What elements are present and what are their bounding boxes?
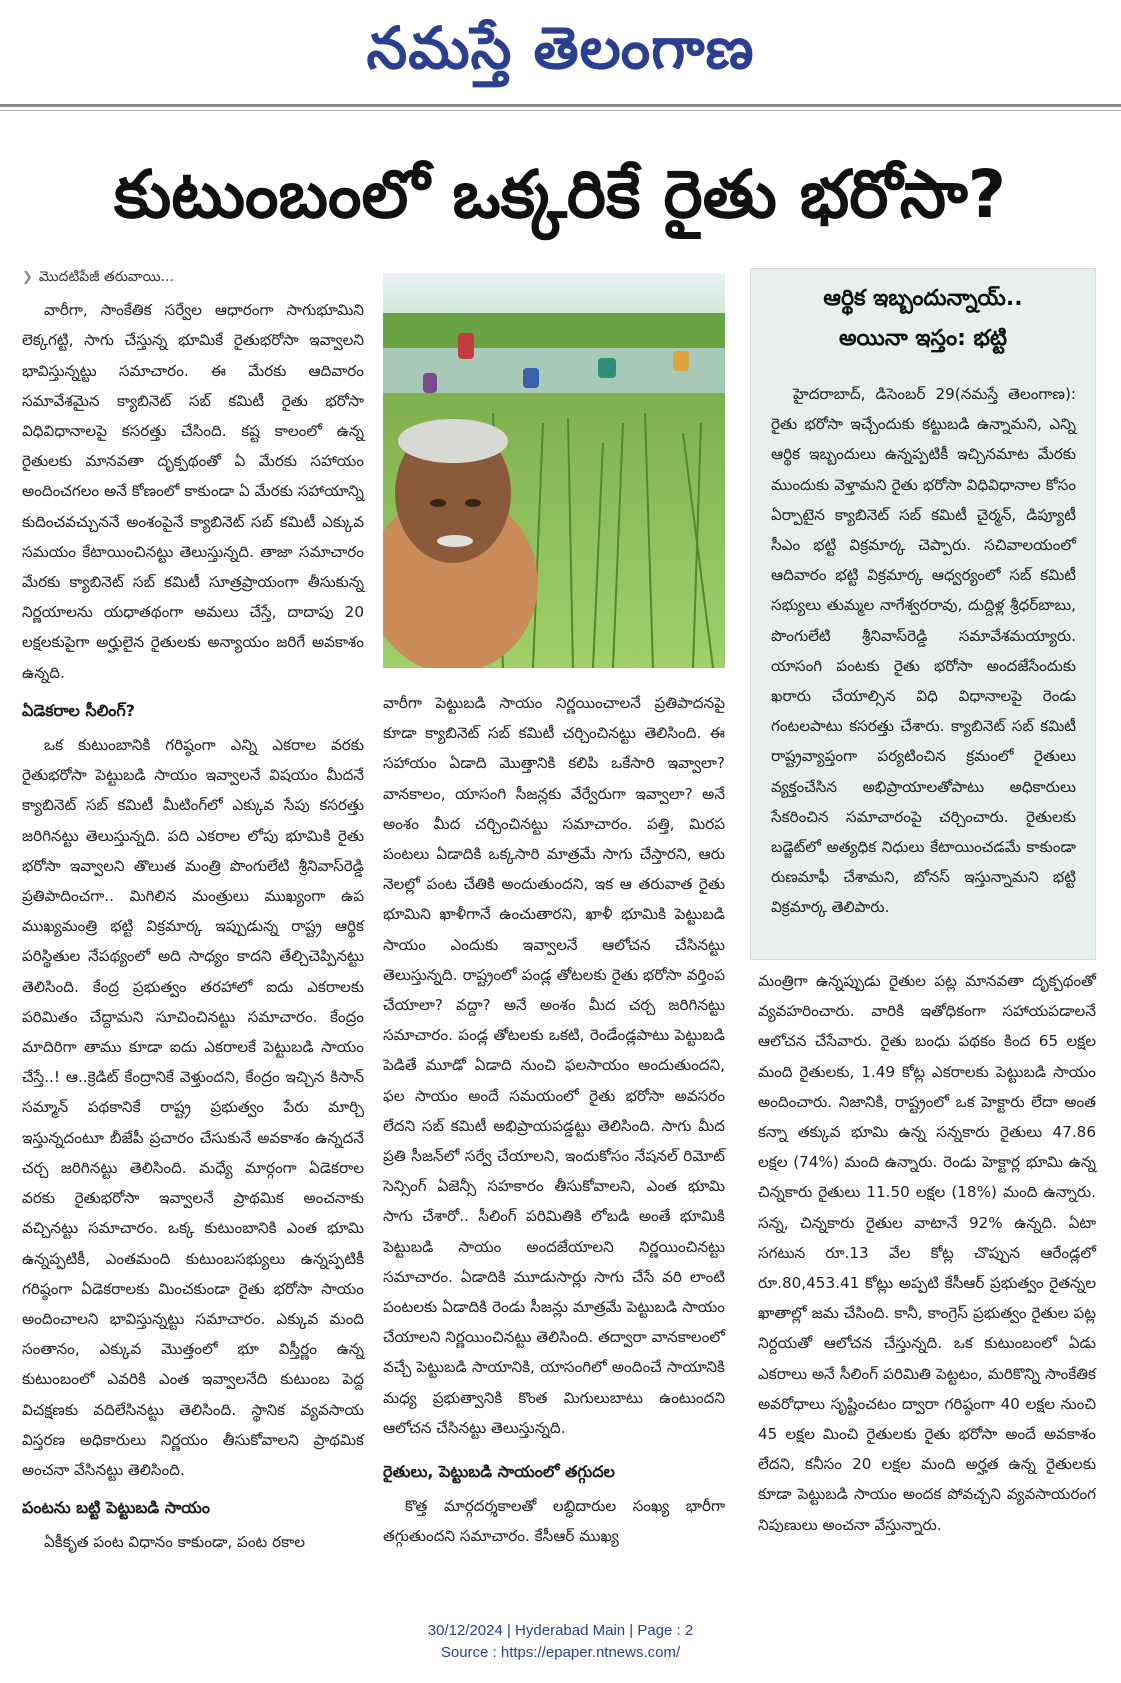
- masthead-rule: [0, 104, 1121, 107]
- article-photo: [383, 273, 725, 668]
- paragraph: వారీగా పెట్టుబడి సాయం నిర్ణయించాలనే ప్రతిపాదనపై కూడా క్యాబినెట్ సబ్ కమిటీ చర్చించినట్టు తెలిసింది. ఈ సహాయం ఏడాది మొత్తానికి కలిపి ఒకేసారి ఇవ్వాలా? వానకాలం, యాసంగి సీజన్లకు వేర్వేరుగా ఇవ్వాలా? అనే అంశం మీద చర్చించినట్టు సమాచారం. పత్తి, మిరప పంటలు ఏడాదికి ఒక్కసారి మాత్రమే సాగు చేస్తారని, ఆరు నెలల్లో పంట చేతికి అందుతుందని, ఇక ఆ తరువాత రైతు భూమిని ఖాళీగానే ఉంచుతారని, ఖాళీ భూమికి పెట్టుబడి సాయం ఎందుకు ఇవ్వాలనే ఆలోచన చేసినట్టు తెలుస్తున్నది. రాష్ట్రంలో పండ్ల తోటలకు రైతు భరోసా వర్తింప చేయాలా? వద్దా? అనే అంశం మీద చర్చ జరిగినట్టు సమాచారం. పండ్ల తోటలకు ఒకటి, రెండేండ్లపాటు పెట్టుబడి పెడితే మూడో ఏడాది నుంచి ఫలసాయం అందుతుందని, ఫల సాయం అందే సమయంలో రైతు భరోసా అవసరం లేదని సబ్ కమిటీ అభిప్రాయపడ్డట్టు తెలిసింది. సాగు మీద ప్రతి సీజన్‌లో సర్వే చేయాలని, ఇందుకోసం నేషనల్ రిమోట్ సెన్సింగ్ ఏజెన్సీ సహకారం తీసుకోవాలని, ఎంత భూమి సాగు చేశారో.. సీలింగ్ పరిమితికి లోబడి అంతే భూమికి పెట్టుబడి సాయం అందజేయాలని నిర్ణయించినట్టు సమాచారం. ఏడాదికి మూడుసార్లు సాగు చేసే వరి లాంటి పంటలకు ఏడాదికి రెండు సీజన్లు మాత్రమే పెట్టుబడి సాయం చేయాలని నిర్ణయించినట్టు తెలిసింది. తద్వారా వానకాలంలో వచ్చే పెట్టుబడి సాయానికి, యాసంగిలో అందించే సాయానికి మధ్య ప్రభుత్వానికి కొంత మిగులుబాటు ఉంటుందని ఆలోచన చేసినట్టు తెలుస్తున్నది.: [383, 694, 725, 1437]
- paragraph: కొత్త మార్గదర్శకాలతో లబ్ధిదారుల సంఖ్య భారీగా తగ్గుతుందని సమాచారం. కేసీఆర్ ముఖ్య: [383, 1497, 725, 1546]
- sidebar-body: [771, 379, 1076, 923]
- sidebar-title-line-2: అయినా ఇస్తం: భట్టి: [838, 326, 1008, 351]
- subheading: పంటను బట్టి పెట్టుబడి సాయం: [22, 1498, 210, 1518]
- article-column-2: [383, 688, 725, 1552]
- sidebar-title: [751, 279, 1095, 359]
- paragraph: హైదరాబాద్, డిసెంబర్ 29(నమస్తే తెలంగాణ): రైతు భరోసా ఇచ్చేందుకు కట్టుబడి ఉన్నామని, ఎన్ని ఆర్థిక ఇబ్బందులు ఉన్నప్పటికీ ఇచ్చినమాట మేరకు ముందుకు వెళ్తామని రైతు భరోసా విధివిధానాల కోసం ఏర్పాటైన క్యాబినెట్ సబ్ కమిటీ చైర్మన్, డిప్యూటీ సీఎం భట్టి విక్రమార్క చెప్పారు. సచివాలయంలో ఆదివారం భట్టి విక్రమార్క ఆధ్వర్యంలో సబ్ కమిటీ సభ్యులు తుమ్మల నాగేశ్వరరావు, దుద్దిళ్ల శ్రీధర్‌బాబు, పొంగులేటి శ్రీనివాస్‌రెడ్డి సమావేశమయ్యారు. యాసంగి పంటకు రైతు భరోసా అందజేసేందుకు ఖరారు చేయాల్సిన విధి విధానాలపై రెండు గంటలపాటు కసరత్తు చేశారు. క్యాబినెట్ సబ్ కమిటీ రాష్ట్రవ్యాప్తంగా పర్యటించిన క్రమంలో రైతులు వ్యక్తంచేసిన అభిప్రాయాలతోపాటు అధికారులు సేకరించిన సమాచారంపై చర్చించారు. రైతులకు బడ్జెట్‌లో అత్యధిక నిధులు కేటాయించడమే కాకుండా రుణమాఫీ చేశామని, బోనస్ ఇస్తున్నామని భట్టి విక్రమార్క తెలిపారు.: [771, 385, 1076, 917]
- footer-dateline: 30/12/2024 | Hyderabad Main | Page : 2: [427, 1622, 694, 1639]
- footer-source: Source : https://epaper.ntnews.com/: [440, 1644, 681, 1661]
- article-column-3: [758, 966, 1096, 1540]
- masthead-rule-thin: [0, 110, 1121, 111]
- farmer-paddy-field-image: [383, 273, 725, 668]
- headline: కుటుంబంలో ఒక్కరికే రైతు భరోసా?: [113, 156, 1007, 233]
- masthead-logo: నమస్తే తెలంగాణ: [366, 14, 755, 82]
- sidebar-box: [750, 268, 1096, 960]
- masthead: [0, 0, 1121, 108]
- chevron-right-icon: ❯: [22, 270, 33, 285]
- continued-label: మొదటిపేజీ తరువాయి...: [38, 269, 174, 285]
- subheading: రైతులు, పెట్టుబడి సాయంలో తగ్గుదల: [383, 1462, 615, 1482]
- page-footer: [0, 1620, 1121, 1664]
- paragraph: ఏకీకృత పంట విధానం కాకుండా, పంట రకాల: [44, 1533, 306, 1552]
- paragraph: ఒక కుటుంబానికి గరిష్ఠంగా ఎన్ని ఎకరాల వరకు రైతుభరోసా పెట్టుబడి సాయం ఇవ్వాలనే విషయం మీదనే క్యాబినెట్ సబ్ కమిటీ మీటింగ్‌లో ఎక్కువ సేపు కసరత్తు జరిగినట్టు తెలుస్తున్నది. పది ఎకరాల లోపు భూమికి రైతు భరోసా ఇవ్వాలని తొలుత మంత్రి పొంగులేటి శ్రీనివాస్‌రెడ్డి ప్రతిపాదించగా.. మిగిలిన మంత్రులు ముఖ్యంగా ఉప ముఖ్యమంత్రి భట్టి విక్రమార్క ఇప్పుడున్న రాష్ట్ర ఆర్థిక పరిస్థితుల నేపథ్యంలో అది సాధ్యం కాదని తేల్చిచెప్పినట్టు తెలిసింది. కేంద్ర ప్రభుత్వం తరహాలో ఐదు ఎకరాలకు పరిమితం చేద్దామని సూచించినట్టు సమాచారం. కేంద్రం మాదిరిగా తాము కూడా ఐదు ఎకరాలకే పెట్టుబడి సాయం చేస్తే..! ఆ..క్రెడిట్ కేంద్రానికే వెళ్తుందని, కేంద్రం ఇచ్చిన కిసాన్ సమ్మాన్ పథకానికే రాష్ట్ర ప్రభుత్వం పేరు మార్చి ఇస్తున్నదంటూ బీజేపీ ప్రచారం చేసుకునే అవకాశం ఉన్నదనే చర్చ జరిగినట్టు తెలిసింది. మధ్యే మార్గంగా ఏడెకరాల వరకు రైతుభరోసా ఇవ్వాలనే ప్రాథమిక అంచనాకు వచ్చినట్టు సమాచారం. ఒక్క కుటుంబానికి ఎంత భూమి ఉన్నప్పటికీ, ఎంతమంది కుటుంబసభ్యులు ఉన్నప్పటికీ గరిష్ఠంగా ఏడెకరాలకు మించకుండా రైతు భరోసా సాయం అందించాలని భావిస్తున్నట్టు సమాచారం. ఎక్కువ మంది సంతానం, ఎక్కువ మొత్తంలో భూ విస్తీర్ణం ఉన్న కుటుంబంలో ఎవరికి ఎంత ఇవ్వాలనేది కుటుంబ పెద్ద విచక్షణకు వదిలేసినట్టు తెలిసింది. స్థానిక వ్యవసాయ విస్తరణ అధికారులు నిర్ణయం తీసుకోవాలని ప్రాథమిక అంచనా వేసినట్టు తెలిసింది.: [22, 736, 364, 1479]
- continued-marker: [22, 262, 364, 293]
- paragraph: వారీగా, సాంకేతిక సర్వేల ఆధారంగా సాగుభూమిని లెక్కగట్టి, సాగు చేస్తున్న భూమికే రైతుభరోసా ఇవ్వాలని భావిస్తున్నట్టు సమాచారం. ఈ మేరకు ఆదివారం సమావేశమైన క్యాబినెట్ సబ్ కమిటీ రైతు భరోసా విధివిధానాలపై కసరత్తు చేసింది. కష్ట కాలంలో ఉన్న రైతులకు మానవతా దృక్పథంతో ఏ మేరకు సహాయం అందించగలం అనే కోణంలో కాకుండా ఏ మేరకు సహాయాన్ని కుదించవచ్చుననే అంశంపైనే క్యాబినెట్ సబ్ కమిటీ ఎక్కువ సమయం కేటాయించినట్టు తెలుస్తున్నది. తాజా సమాచారం మేరకు క్యాబినెట్ సబ్ కమిటీ సూత్రప్రాయంగా తీసుకున్న నిర్ణయాలను యధాతథంగా అమలు చేస్తే, దాదాపు 20 లక్షలకుపైగా అర్హులైన రైతులకు అన్యాయం జరిగే అవకాశం ఉన్నది.: [22, 301, 364, 682]
- sidebar-title-line-1: ఆర్థిక ఇబ్బందున్నాయ్..: [823, 286, 1023, 311]
- article-column-1: [22, 262, 364, 1558]
- subheading: ఏడెకరాల సీలింగ్?: [22, 700, 136, 720]
- paragraph: మంత్రిగా ఉన్నప్పుడు రైతుల పట్ల మానవతా దృక్పథంతో వ్యవహరించారు. వారికి ఇతోధికంగా సహాయపడాలనే ఆలోచన చేసేవారు. రైతు బంధు పథకం కింద 65 లక్షల మంది రైతులకు, 1.49 కోట్ల ఎకరాలకు పెట్టుబడి సాయం అందించారు. నిజానికి, రాష్ట్రంలో ఒక హెక్టారు లేదా అంత కన్నా తక్కువ భూమి ఉన్న సన్నకారు రైతులు 47.86 లక్షల (74%) మంది ఉన్నారు. రెండు హెక్టార్ల భూమి ఉన్న చిన్నకారు రైతులు 11.50 లక్షల (18%) మంది ఉన్నారు. సన్న, చిన్నకారు రైతుల వాటానే 92% ఉన్నది. ఏటా సగటున రూ.13 వేల కోట్ల చొప్పున ఆరేండ్లలో రూ.80,453.41 కోట్లు అప్పటి కేసీఆర్ ప్రభుత్వం రైతన్నల ఖాతాల్లో జమ చేసింది. కానీ, కాంగ్రెస్ ప్రభుత్వం రైతుల పట్ల నిర్దయతో ఆలోచన చేస్తున్నది. ఒక కుటుంబంలో ఏడు ఎకరాలు అనే సీలింగ్ పరిమితి పెట్టటం, మరికొన్ని సాంకేతిక అవరోధాలు సృష్టించటం ద్వారా గరిష్ఠంగా 40 లక్షల నుంచి 45 లక్షల మించి రైతులకు రైతు భరోసా అందే అవకాశం లేదని, కనీసం 20 లక్షల మంది అర్హత ఉన్న రైతులకు కూడా పెట్టుబడి సాయం అందక పోవచ్చని వ్యవసాయరంగ నిపుణులు అంచనా వేస్తున్నారు.: [758, 972, 1096, 1534]
